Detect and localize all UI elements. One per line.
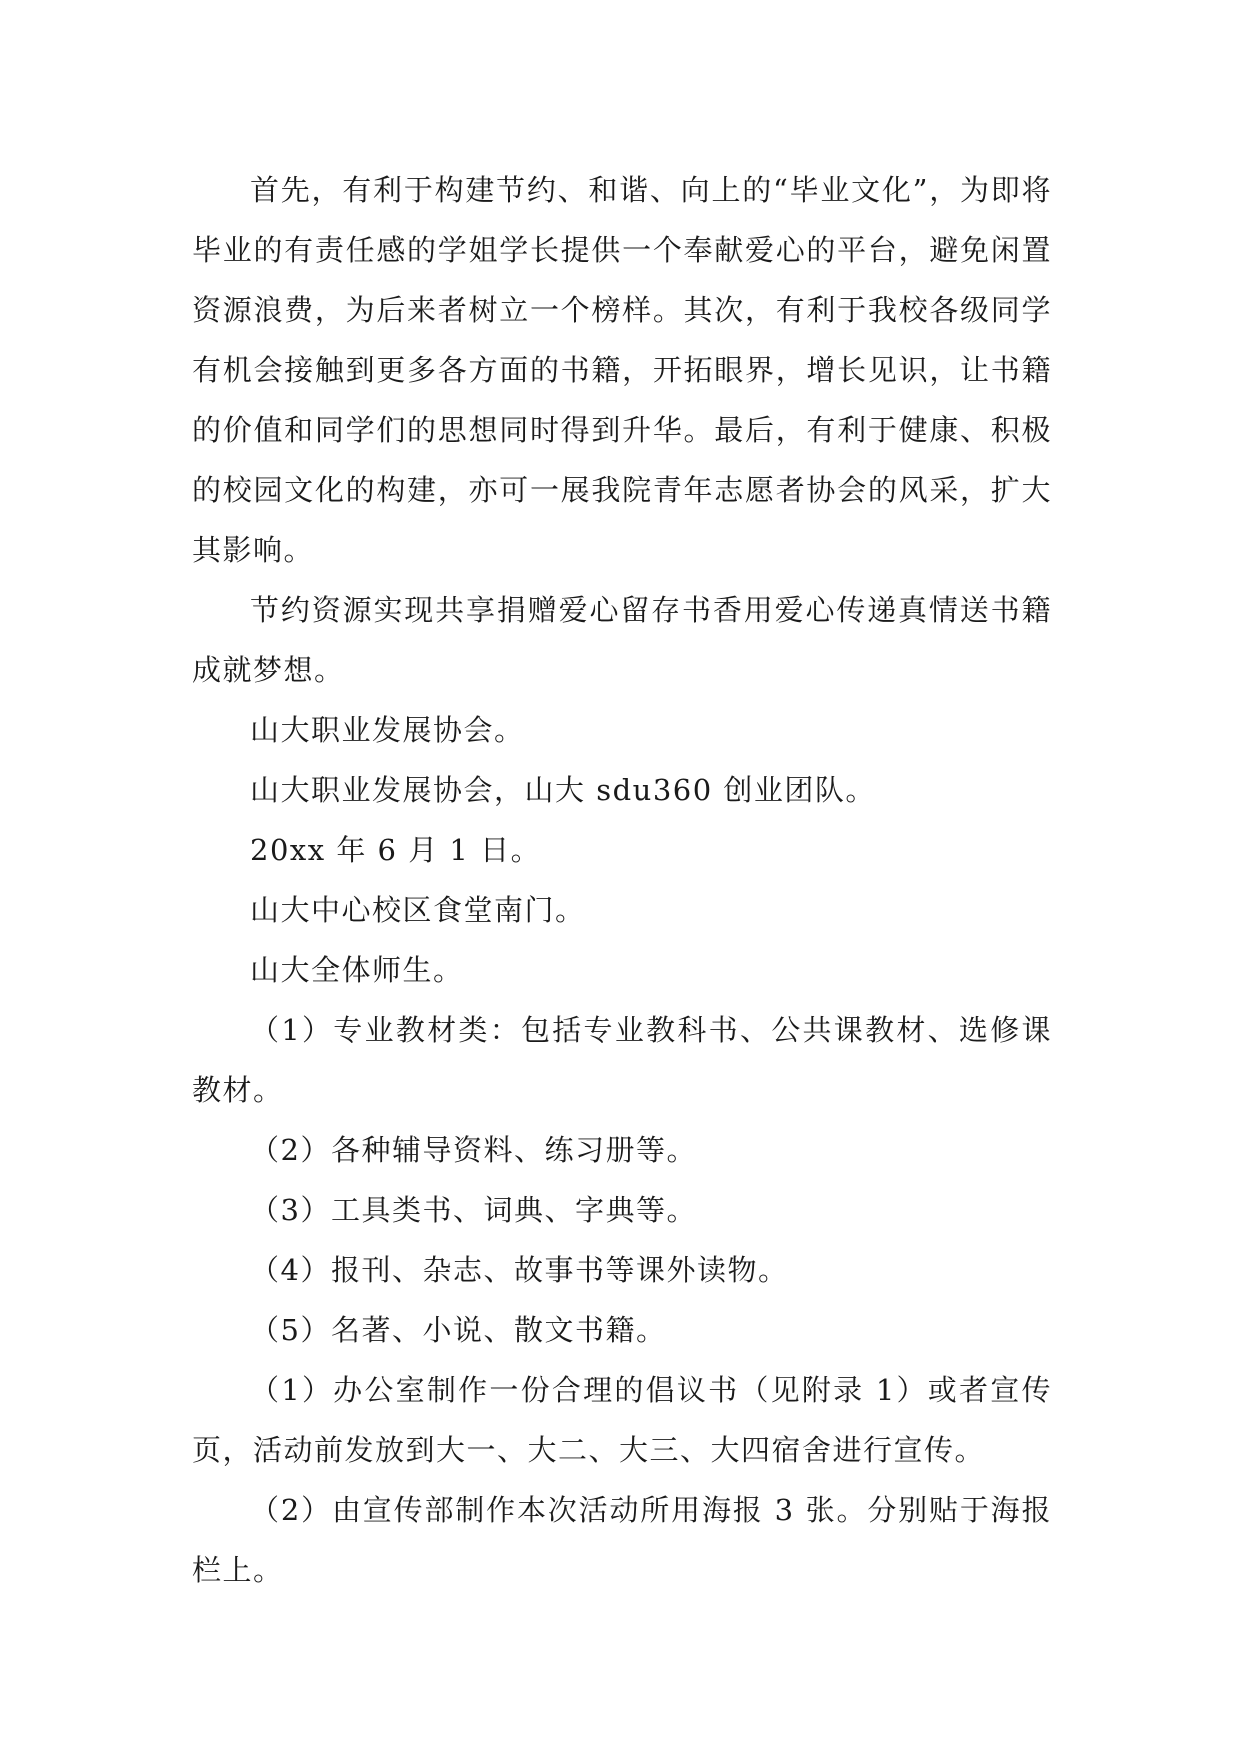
paragraph-book-type-3: （3）工具类书、词典、字典等。 bbox=[250, 1193, 697, 1227]
paragraph-book-type-5: （5）名著、小说、散文书籍。 bbox=[250, 1313, 667, 1347]
document-body bbox=[192, 160, 1052, 1600]
paragraph-book-type-2: （2）各种辅导资料、练习册等。 bbox=[250, 1133, 697, 1167]
paragraph-book-type-1: （1）专业教材类：包括专业教科书、公共课教材、选修课教材。 bbox=[192, 1013, 1052, 1107]
paragraph-audience: 山大全体师生。 bbox=[250, 953, 464, 987]
paragraph-promotion-2: （2）由宣传部制作本次活动所用海报 3 张。分别贴于海报栏上。 bbox=[192, 1493, 1052, 1587]
paragraph-promotion-1: （1）办公室制作一份合理的倡议书（见附录 1）或者宣传页，活动前发放到大一、大二、大三、大四宿舍进行宣传。 bbox=[192, 1373, 1052, 1467]
paragraph-book-type-4: （4）报刊、杂志、故事书等课外读物。 bbox=[250, 1253, 789, 1287]
paragraph-location: 山大中心校区食堂南门。 bbox=[250, 893, 586, 927]
paragraph-significance: 首先，有利于构建节约、和谐、向上的“毕业文化”，为即将毕业的有责任感的学姐学长提供一个奉献爱心的平台，避免闲置资源浪费，为后来者树立一个榜样。其次，有利于我校各级同学有机会接触到更多各方面的书籍，开拓眼界，增长见识，让书籍的价值和同学们的思想同时得到升华。最后，有利于健康、积极的校园文化的构建，亦可一展我院青年志愿者协会的风采，扩大其影响。 bbox=[192, 173, 1052, 567]
paragraph-co-organizer: 山大职业发展协会，山大 sdu360 创业团队。 bbox=[250, 773, 876, 807]
paragraph-organizer: 山大职业发展协会。 bbox=[250, 713, 525, 747]
paragraph-date: 20xx 年 6 月 1 日。 bbox=[250, 833, 542, 867]
paragraph-slogan: 节约资源实现共享捐赠爱心留存书香用爱心传递真情送书籍成就梦想。 bbox=[192, 593, 1052, 687]
